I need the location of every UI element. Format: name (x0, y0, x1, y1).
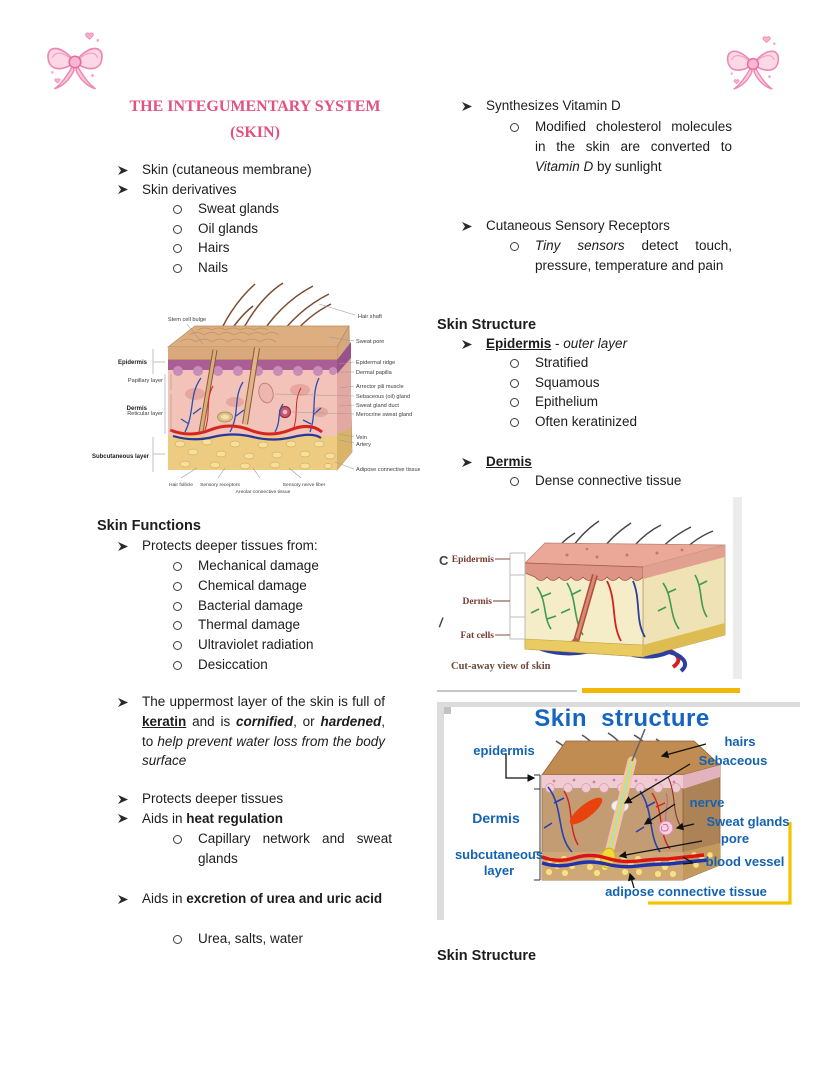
circle-bullet-icon (173, 835, 182, 844)
d1-label-subcutaneous-layer: Subcutaneous layer (91, 454, 149, 460)
vitamin-label: Synthesizes Vitamin D (486, 98, 621, 113)
bow-icon (42, 26, 108, 96)
skin-anatomy-illustration (85, 282, 420, 497)
arrow-bullet-icon (462, 221, 473, 232)
dermis-term: Dermis (486, 454, 532, 469)
circle-bullet-icon (510, 242, 519, 251)
sensory-detail-text (535, 236, 732, 276)
list-item (173, 576, 413, 596)
d1-label-hair-follicle: Hair follicle (169, 483, 193, 488)
list-item (118, 536, 418, 556)
list-item-label: Oil glands (198, 220, 259, 236)
list-item (118, 809, 418, 829)
list-item (118, 238, 420, 258)
list-item-label: Sweat glands (198, 201, 280, 216)
d1-label-sebaceous-gland: Sebaceous (oil) gland (356, 394, 411, 400)
d1-label-sweat-gland-duct: Sweat gland duct (356, 403, 399, 409)
d3-label-sebaceous: Sebaceous (698, 753, 768, 768)
list-item (510, 392, 750, 412)
epidermis-term: Epidermis (486, 336, 552, 351)
arrow-bullet-icon (118, 813, 129, 824)
text-run: by sunlight (593, 158, 662, 174)
circle-bullet-icon (173, 562, 182, 571)
arrow-bullet-icon (118, 697, 129, 708)
d1-label-sweat-pore: Sweat pore (356, 339, 385, 345)
keratin-text (142, 692, 385, 771)
d3-label-adipose: adipose connective tissue (605, 884, 767, 899)
d3-label-hairs: hairs (724, 734, 756, 749)
d1-label-sensory-nerve-fiber: Sensory nerve fiber (282, 483, 326, 488)
list-item-label: Protects deeper tissues (142, 791, 284, 806)
list-item (118, 180, 420, 200)
skin-structure-figure (437, 702, 800, 920)
d1-label-stem-cell-bulge: Stem cell bulge (167, 317, 207, 323)
d3-label-dermis: Dermis (472, 810, 520, 826)
text-run: , or (293, 713, 321, 729)
page-title-line2: (SKIN) (230, 124, 280, 141)
arrow-bullet-icon (118, 184, 129, 195)
sensory-label: Cutaneous Sensory Receptors (486, 218, 670, 233)
circle-bullet-icon (173, 935, 182, 944)
circle-bullet-icon (173, 205, 182, 214)
keratin-item (118, 692, 385, 771)
yellow-divider-bar (582, 688, 740, 693)
circle-bullet-icon (510, 477, 519, 486)
list-item (118, 160, 420, 180)
vitamin-item (462, 96, 752, 116)
list-item-label: Often keratinized (535, 413, 638, 429)
page-title-line1: THE INTEGUMENTARY SYSTEM (129, 98, 381, 115)
circle-bullet-icon (510, 379, 519, 388)
text-run: The uppermost layer of the skin is full of (142, 694, 385, 709)
d3-label-blood-vessel: blood vessel (705, 854, 785, 869)
vitamin-detail (510, 117, 732, 176)
circle-bullet-icon (510, 123, 519, 132)
list-item-label: Stratified (535, 355, 589, 370)
d1-label-artery: Artery (356, 442, 371, 448)
d1-label-merocrine-gland: Merocrine sweat gland (356, 412, 413, 418)
cutaway-skin-illustration (437, 497, 742, 679)
circle-bullet-icon (173, 582, 182, 591)
list-item (173, 596, 413, 616)
list-item-label: Bacterial damage (198, 597, 304, 613)
list-item-label: Ultraviolet radiation (198, 637, 314, 653)
d1-label-dermis: Dermis (126, 406, 147, 412)
bottom-skin-structure-heading: Skin Structure (437, 948, 537, 964)
sensory-item (462, 216, 752, 236)
list-item (510, 353, 750, 373)
list-item (118, 789, 418, 809)
hardened-term: hardened (320, 713, 382, 729)
circle-bullet-icon (510, 398, 519, 407)
gray-divider-bar (437, 690, 577, 692)
list-item-label: Squamous (535, 374, 600, 390)
d3-label-epidermis: epidermis (473, 743, 535, 758)
d1-label-dermal-papilla: Dermal papilla (356, 370, 392, 376)
arrow-bullet-icon (118, 165, 129, 176)
list-item-label: Desiccation (198, 656, 268, 672)
d1-label-adipose: Adipose connective tissue (356, 467, 420, 473)
d2-label-epidermis: Epidermis (451, 555, 494, 565)
circle-bullet-icon (510, 418, 519, 427)
d1-label-epidermal-ridge: Epidermal ridge (356, 360, 396, 366)
text-run: and is (186, 713, 237, 729)
d2-label-fat-cells: Fat cells (460, 631, 494, 641)
text-run: Aids in (142, 810, 187, 826)
circle-bullet-icon (173, 641, 182, 650)
d3-label-sweat-glands: Sweat glands (706, 814, 790, 829)
dermis-item (462, 452, 752, 472)
list-item-label: Chemical damage (198, 577, 307, 593)
list-item (173, 556, 413, 576)
circle-bullet-icon (173, 244, 182, 253)
d2-artifact-c: C (439, 553, 449, 568)
list-item-label: Skin (cutaneous membrane) (142, 162, 312, 177)
arrow-bullet-icon (118, 541, 129, 552)
circle-bullet-icon (510, 359, 519, 368)
arrow-bullet-icon (118, 794, 129, 805)
d1-label-epidermis: Epidermis (117, 360, 147, 366)
excretion-term: excretion of urea and uric acid (186, 891, 383, 906)
list-item-label: Mechanical damage (198, 558, 319, 573)
skin-structure-heading: Skin Structure (437, 317, 537, 333)
list-item-label: Thermal damage (198, 617, 301, 633)
excretion-text (142, 889, 387, 909)
circle-bullet-icon (173, 661, 182, 670)
list-item (118, 199, 420, 219)
text-run-italic: help prevent water loss from the body surface (142, 733, 385, 769)
dermis-sublist-item (510, 471, 681, 491)
circle-bullet-icon (173, 621, 182, 630)
circle-bullet-icon (173, 264, 182, 273)
circle-bullet-icon (173, 225, 182, 234)
list-item (510, 373, 750, 393)
d1-label-areolar-tissue: Areolar connective tissue (235, 490, 291, 495)
d1-label-sensory-receptors: Sensory receptors (200, 483, 240, 488)
text-run: detect touch, pressure, temperature and pain (535, 238, 733, 273)
d3-label-subcutaneous: subcutaneous layer (454, 847, 544, 878)
list-item-label: Skin derivatives (142, 181, 237, 197)
list-item (173, 615, 413, 635)
list-item (173, 655, 413, 675)
text-run: , to (142, 713, 385, 749)
d1-label-vein: Vein (356, 435, 367, 441)
list-item (510, 412, 750, 432)
d3-label-pore: pore (720, 831, 750, 846)
text-run: - (551, 336, 564, 351)
label-dashes (493, 559, 510, 635)
list-item-label: Nails (198, 259, 229, 275)
list-item (118, 219, 420, 239)
arrow-bullet-icon (462, 457, 473, 468)
urea-text: Urea, salts, water (198, 931, 304, 946)
list-item-label: Dense connective tissue (535, 473, 682, 488)
bow-icon (722, 30, 784, 96)
arrow-bullet-icon (462, 101, 473, 112)
d2-artifact-slash: / (439, 615, 443, 630)
d1-label-reticular-layer: Reticular layer (127, 411, 163, 417)
d2-caption: Cut-away view of skin (451, 661, 551, 672)
outer-layer-term: outer layer (563, 336, 628, 351)
excretion-item (118, 889, 387, 909)
list-item-label: Protects deeper tissues from: (142, 538, 318, 553)
page-title (90, 94, 420, 146)
d3-title: Skin structure (534, 705, 710, 732)
d2-label-dermis: Dermis (462, 597, 492, 607)
epidermis-label (486, 334, 627, 354)
circle-bullet-icon (173, 602, 182, 611)
list-item-label (142, 809, 283, 829)
text-run: Aids in (142, 891, 187, 906)
d1-label-papillary-layer: Papillary layer (127, 378, 163, 384)
tiny-sensors-term: Tiny sensors (535, 238, 625, 253)
cutaway-skin-figure (437, 497, 742, 679)
list-item-label: Epithelium (535, 394, 599, 409)
damage-list (173, 556, 413, 675)
skin-functions-heading: Skin Functions (97, 518, 201, 534)
heat-regulation-term: heat regulation (186, 810, 284, 826)
vitamin-d-term: Vitamin D (535, 158, 594, 174)
vitamin-detail-text (535, 117, 732, 176)
list-item (118, 258, 420, 278)
list-item-label: Hairs (198, 240, 230, 255)
d1-label-arrector-pili: Arrector pili muscle (356, 384, 404, 390)
epidermis-item (462, 334, 752, 354)
cornified-term: cornified (236, 713, 294, 729)
urea-item (173, 929, 303, 949)
text-run: Modified cholesterol molecules in the skin are converted to (535, 119, 732, 154)
arrow-bullet-icon (462, 339, 473, 350)
capillary-text: Capillary network and sweat glands (198, 831, 392, 866)
skin-anatomy-figure (85, 282, 420, 497)
capillary-item (173, 829, 392, 869)
arrow-bullet-icon (118, 894, 129, 905)
sensory-detail (510, 236, 732, 276)
protect-heat-list (118, 789, 418, 829)
d1-label-hair-shaft: Hair shaft (358, 314, 382, 320)
list-item (173, 635, 413, 655)
d3-label-nerve: nerve (689, 795, 725, 810)
intro-list (118, 160, 420, 277)
keratin-term: keratin (142, 713, 187, 729)
epidermis-sublist (510, 353, 750, 431)
